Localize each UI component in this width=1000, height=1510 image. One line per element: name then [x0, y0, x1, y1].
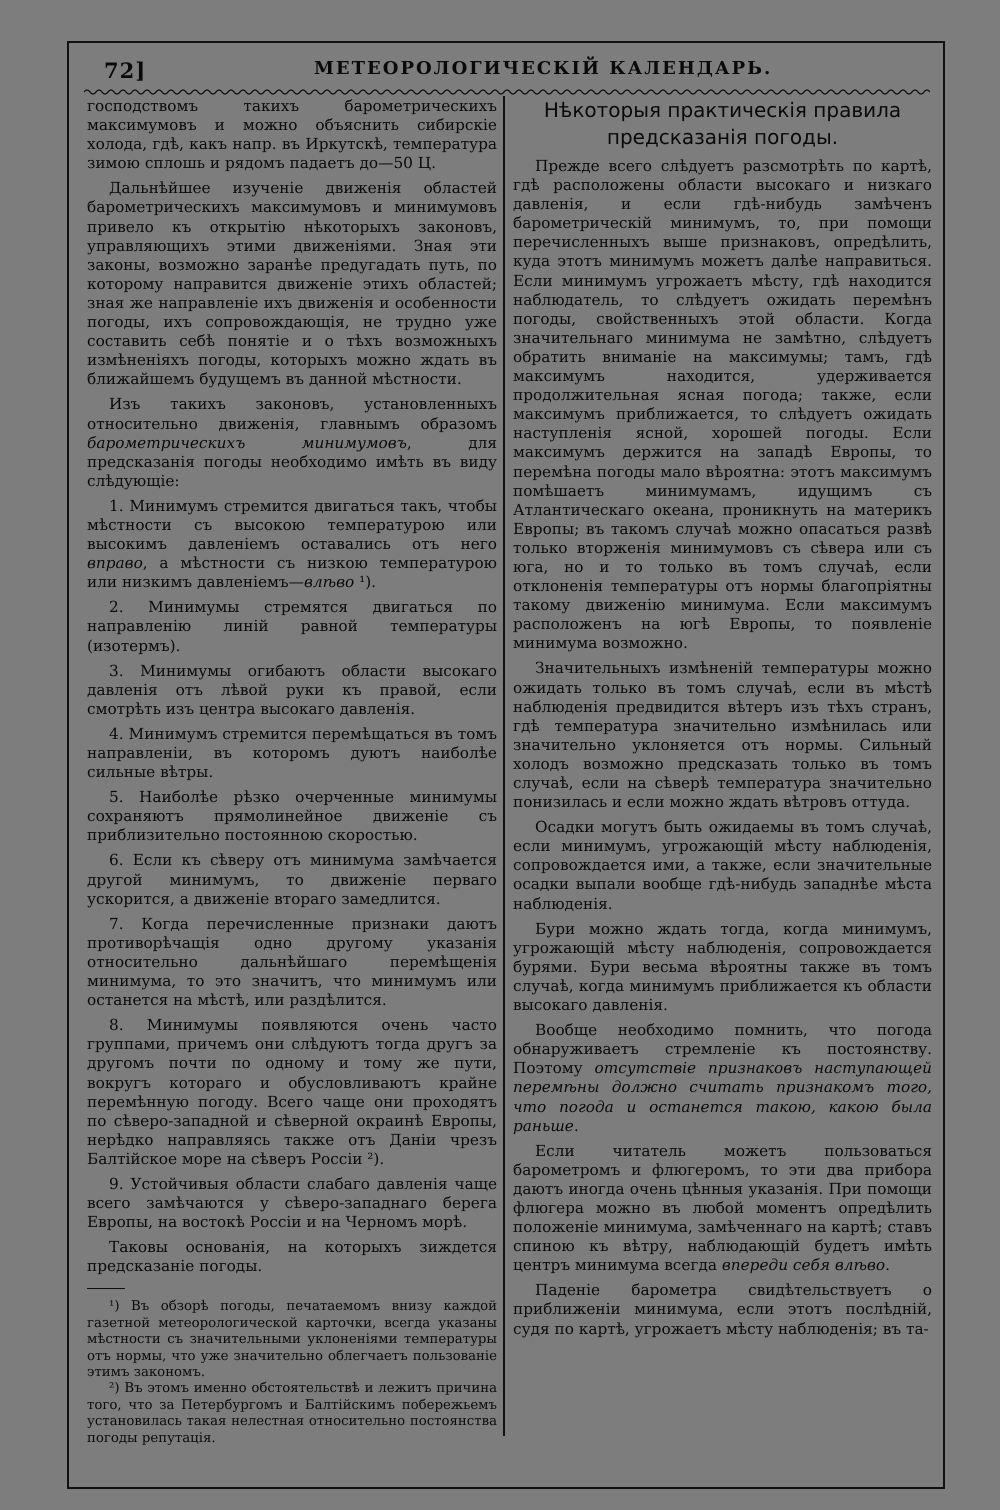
paragraph-barometer-vane: Если читатель можетъ пользоваться барометромъ и флюгеромъ, то эти два прибора даютъ иногда очень цѣнныя указанія. При помощи флюгера можно въ любой моментъ опредѣлить положеніе минимума, замѣченнаго на картѣ; ставъ спиною къ вѣтру, наблюдающій будетъ имѣть центръ минимума всегда впереди себя влѣво. — [513, 1141, 932, 1275]
emphasis-left: влѣво — [303, 573, 355, 592]
footnote-rule — [87, 1288, 125, 1289]
emphasis-minima: барометрическихъ минимумовъ — [87, 433, 407, 452]
paragraph-study-of-motion: Дальнѣйшее изученіе движенія областей барометрическихъ максимумовъ и минимумовъ привело къ открытію нѣкоторыхъ законовъ, управляющихъ этими движеніями. Зная эти законы, возможно заранѣе предугадать путь, по которому направится движеніе этихъ областей; зная же направленіе ихъ движенія и особенности погоды, ихъ сопровождающія, не трудно уже составить себѣ понятіе и о тѣхъ возможныхъ измѣненіяхъ погоды, которыхъ можно ждать въ ближайшемъ будущемъ въ данной мѣстности. — [87, 179, 497, 389]
paragraph-persistence: Вообще необходимо помнить, что погода обнаруживаетъ стремленіе къ постоянству. Поэтому отсутствіе признаковъ наступающей перемѣны должно считать признакомъ того, что погода и останется такою, какою была раньше. — [513, 1021, 932, 1135]
page-number: 72] — [104, 58, 147, 83]
law-8: 8. Минимумы появляются очень часто группами, причемъ они слѣдуютъ тогда другъ за другомъ почти по одному и тому же пути, вокругъ котораго и обусловливаютъ крайне перемѣнную погоду. Всего чаще они проходятъ по сѣверо-западной и сѣверной окраинѣ Европы, нерѣдко направляясь также отъ Даніи чрезъ Балтійское море на сѣверъ Россіи ²). — [87, 1016, 497, 1168]
running-title: МЕТЕОРОЛОГИЧЕСКІЙ КАЛЕНДАРЬ. — [314, 58, 773, 79]
law-1: 1. Минимумъ стремится двигаться такъ, чтобы мѣстности съ высокою температурою или высокимъ давленіемъ оставались отъ него вправо, а мѣстности съ низкою температурою или низкимъ давленіемъ—влѣво ¹). — [87, 496, 497, 592]
law-2: 2. Минимумы стремятся двигаться по направленію линій равной температуры (изотермъ). — [87, 598, 497, 655]
law-5: 5. Наиболѣе рѣзко очерченные минимумы сохраняютъ прямолинейное движеніе съ приблизительно постоянною скоростью. — [87, 788, 497, 845]
law-9: 9. Устойчивыя области слабаго давленія чаще всего замѣчаются у сѣверо-западнаго берега Европы, на востокѣ Россіи и на Черномъ морѣ. — [87, 1174, 497, 1232]
law-7: 7. Когда перечисленные признаки даютъ противорѣчащія одно другому указанія относительно дальнѣйшаго перемѣщенія минимума, то это значитъ, что минимумъ или останется на мѣстѣ, или раздѣлится. — [87, 914, 497, 1010]
emphasis-ahead-left: впереди себя влѣво — [721, 1256, 886, 1275]
running-header — [104, 58, 944, 88]
footnote-1: ¹) Въ обзорѣ погоды, печатаемомъ внизу каждой газетной метеорологической карточки, всегда указаны мѣстности съ значительными уклоненіями температуры отъ нормы, что уже значительно облегчаетъ пользованіе этимъ закономъ. — [87, 1299, 497, 1381]
paragraph-conclusion: Таковы основанія, на которыхъ зиждется предсказаніе погоды. — [87, 1238, 497, 1276]
paragraph-map-analysis: Прежде всего слѣдуетъ разсмотрѣть по картѣ, гдѣ расположены области высокаго и низкаго давленія, и если гдѣ-нибудь замѣченъ барометрическій минимумъ, то, при помощи перечисленныхъ выше признаковъ, опредѣлить, куда этотъ минимумъ можетъ далѣе направиться. Если минимумъ угрожаетъ мѣсту, гдѣ находится наблюдатель, то слѣдуетъ ожидать перемѣнъ погоды, свойственныхъ этой области. Когда значительнаго минимума не замѣтно, слѣдуетъ обратить вниманіе на максимумы; тамъ, гдѣ максимумъ находится, удерживается продолжительная ясная погода; также, если максимумъ приближается, то слѣдуетъ ожидать наступленія ясной, хорошей погоды. Если максимумъ держится на западѣ Европы, то перемѣна погоды мало вѣроятна: этотъ максимумъ помѣшаетъ минимумамъ, идущимъ съ Атлантическаго океана, проникнуть на материкъ Европы; въ такомъ случаѣ можно опасаться развѣ только вторженія минимумовъ съ сѣвера или съ юга, но и то только въ томъ случаѣ, если отклоненія температуры отъ нормы благопріятны такому движенію минимума. Если максимумъ расположенъ на югѣ Европы, то появленіе минимума возможно. — [513, 157, 932, 653]
right-column — [513, 97, 932, 1345]
paragraph-precipitation: Осадки могутъ быть ожидаемы въ томъ случаѣ, если минимумъ, угрожающій мѣсту наблюденія, сопровождается ими, а также, если значительные осадки выпали вообще гдѣ-нибудь западнѣе мѣста наблюденія. — [513, 818, 932, 913]
section-title: Нѣкоторыя практическія правила предсказанія погоды. — [543, 98, 902, 149]
paragraph-pressure-fall: Паденіе барометра свидѣтельствуетъ о приближеніи минимума, если этотъ послѣдній, судя по картѣ, угрожаетъ мѣсту наблюденія; въ та- — [513, 1281, 932, 1338]
emphasis-persistence-rule: отсутствіе признаковъ наступающей перемѣны должно считать признакомъ того, что погода и останется такою, какою была раньше — [513, 1059, 932, 1135]
footnote-2: ²) Въ этомъ именно обстоятельствѣ и лежитъ причина того, что за Петербургомъ и Балтійскимъ побережьемъ установилась такая нелестная относительно постоянства погоды репутація. — [87, 1381, 497, 1446]
column-divider — [503, 96, 505, 1436]
footnote-ref-1: ¹). — [354, 573, 377, 592]
paragraph-storms: Бури можно ждать тогда, когда минимумъ, угрожающій мѣсту наблюденія, сопровождается бурями. Бури весьма вѣроятны также въ томъ случаѣ, когда минимумъ приближается къ области высокаго давленія. — [513, 919, 932, 1015]
law-6: 6. Если къ сѣверу отъ минимума замѣчается другой минимумъ, то движеніе перваго ускорится, а движеніе втораго замедлится. — [87, 851, 497, 908]
left-column — [87, 97, 497, 1447]
law-4: 4. Минимумъ стремится перемѣщаться въ томъ направленіи, въ которомъ дуютъ наиболѣе сильные вѣтры. — [87, 724, 497, 782]
paragraph-continued: господствомъ такихъ барометрическихъ максимумовъ и можно объяснить сибирскіе холода, гдѣ, какъ напр. въ Иркутскѣ, температура зимою сплошь и рядомъ падаетъ до—50 Ц. — [87, 97, 497, 173]
emphasis-right: вправо — [87, 554, 143, 573]
law-3: 3. Минимумы огибаютъ области высокаго давленія отъ лѣвой руки къ правой, если смотрѣть изъ центра высокаго давленія. — [87, 661, 497, 718]
paragraph-laws-intro: Изъ такихъ законовъ, установленныхъ относительно движенія, главнымъ образомъ барометрическихъ минимумовъ, для предсказанія погоды необходимо имѣть въ виду слѣдующіе: — [87, 395, 497, 490]
paragraph-temperature: Значительныхъ измѣненій температуры можно ожидать только въ томъ случаѣ, если въ мѣстѣ наблюденія предвидится вѣтеръ изъ тѣхъ странъ, гдѣ температура значительно измѣнилась или значительно уклоняется отъ нормы. Сильный холодъ возможно предсказать только въ томъ случаѣ, если на сѣверѣ температура значительно понизилась и если можно ждать вѣтровъ оттуда. — [513, 659, 932, 812]
wavy-rule — [84, 88, 930, 96]
